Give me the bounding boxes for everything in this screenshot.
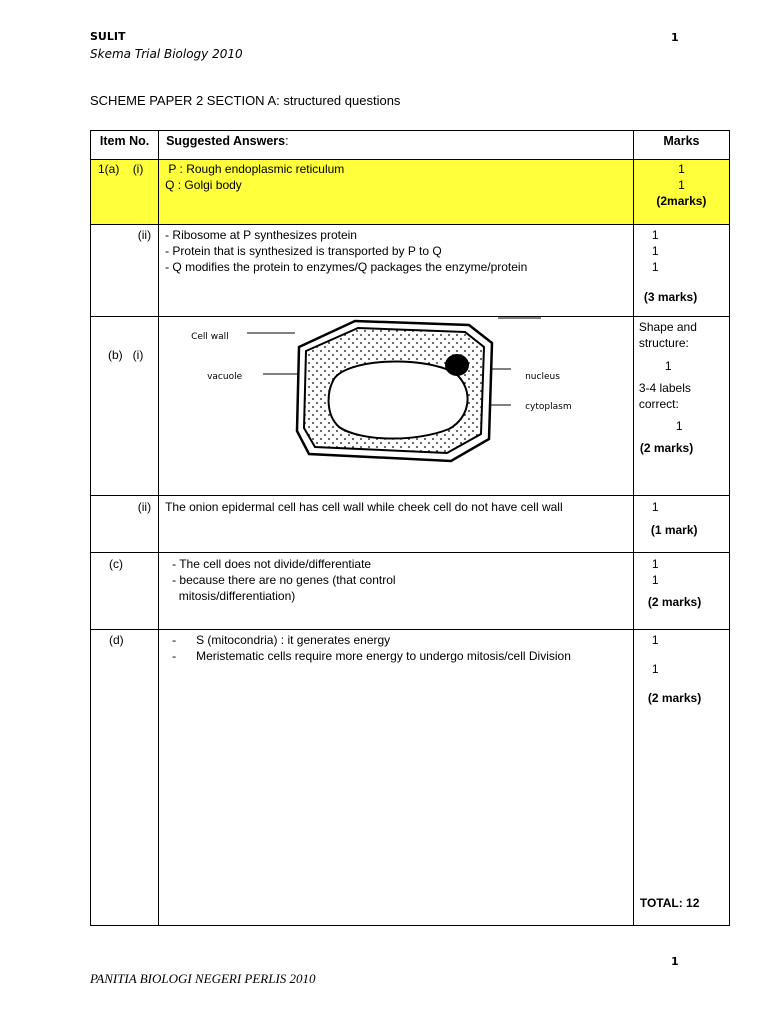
answer-line: P : Rough endoplasmic reticulum [165,162,345,176]
table-row [91,317,730,496]
header-sulit: SULIT [90,30,126,43]
answer-line: - The cell does not divide/differentiate [172,557,372,571]
mark-value: 1 [678,162,685,176]
answer-scheme-table [90,130,730,926]
table-row [91,225,730,317]
mark-total: (2 marks) [639,441,694,455]
marks-cell [633,317,729,496]
label-cell-wall: Cell wall [191,332,229,342]
answer-cell [159,496,634,553]
item-subpart: (i) [132,162,144,176]
col-header-item: Item No. [91,131,159,160]
item-cell [91,225,159,317]
diagram-cell [159,317,634,496]
mark-total: (2marks) [656,194,707,208]
marks-cell [633,496,729,553]
mark-criteria: 3-4 labels correct: [638,381,691,411]
table-header-row [91,131,730,160]
marks-cell [633,553,729,630]
answer-cell [159,630,634,926]
item-cell [91,160,159,225]
item-cell [91,630,159,926]
mark-value: 1 [651,573,659,587]
table-row [91,496,730,553]
header-subtitle: Skema Trial Biology 2010 [90,47,243,61]
label-nucleus: nucleus [525,372,560,382]
answer-line: - Protein that is synthesized is transported by P to Q [165,244,442,258]
mark-total: (3 marks) [643,290,698,304]
item-number: 1(a) [98,162,120,176]
label-cytoplasm: cytoplasm [525,402,572,412]
mark-criteria: Shape and structure: [638,320,697,350]
mark-value: 1 [651,500,659,514]
item-number: (d) [109,633,124,647]
answer-line: - Ribosome at P synthesizes protein [165,228,357,242]
marks-cell [633,160,729,225]
plant-cell-diagram [159,317,633,495]
mark-value: 1 [651,260,659,274]
answer-bullet: - S (mitocondria) : it generates energy [172,633,391,647]
mark-value: 1 [651,228,659,242]
mark-value: 1 [651,244,659,258]
mark-value: 1 [651,633,659,647]
mark-value: 1 [664,359,672,373]
vacuole [329,362,468,439]
footer-page-number: 1 [671,955,679,968]
header-page-number: 1 [671,31,679,44]
answer-line: S (mitocondria) : it generates energy [196,633,391,647]
label-vacuole: vacuole [207,372,243,382]
col-header-marks: Marks [633,131,729,160]
mark-value: 1 [675,419,683,433]
answer-line: Q : Golgi body [165,178,242,192]
answer-line: mitosis/differentiation) [172,589,296,603]
answer-cell [159,225,634,317]
scheme-title: SCHEME PAPER 2 SECTION A: structured questions [90,93,401,108]
mark-value: 1 [651,557,659,571]
nucleus [445,354,469,376]
item-cell [91,317,159,496]
item-subpart: (ii) [137,500,152,514]
marks-cell [633,225,729,317]
table-row [91,160,730,225]
answer-cell [159,160,634,225]
item-subpart: (ii) [137,228,152,242]
item-cell [91,496,159,553]
answer-bullet: - Meristematic cells require more energy to undergo mitosis/cell Division [172,648,627,664]
mark-total: (1 mark) [650,523,698,537]
footer-panitia: PANITIA BIOLOGI NEGERI PERLIS 2010 [90,971,316,986]
item-number: (c) [109,557,123,571]
mark-value: 1 [651,662,659,676]
answer-line: - because there are no genes (that control [172,573,396,587]
col-header-answers: Suggested Answers: [159,131,634,160]
item-number: (b) (i) [108,348,144,362]
answer-cell [159,553,634,630]
answer-line: Meristematic cells require more energy to undergo mitosis/cell Division [196,649,571,663]
mark-total: (2 marks) [647,595,702,609]
mark-value: 1 [678,178,685,192]
table-row [91,553,730,630]
marks-cell [633,630,729,926]
answer-line: The onion epidermal cell has cell wall while cheek cell do not have cell wall [165,500,563,514]
answer-line: - Q modifies the protein to enzymes/Q packages the enzyme/protein [165,260,528,274]
mark-total: (2 marks) [647,691,702,705]
table-row [91,630,730,926]
item-cell [91,553,159,630]
grand-total: TOTAL: 12 [639,896,700,910]
